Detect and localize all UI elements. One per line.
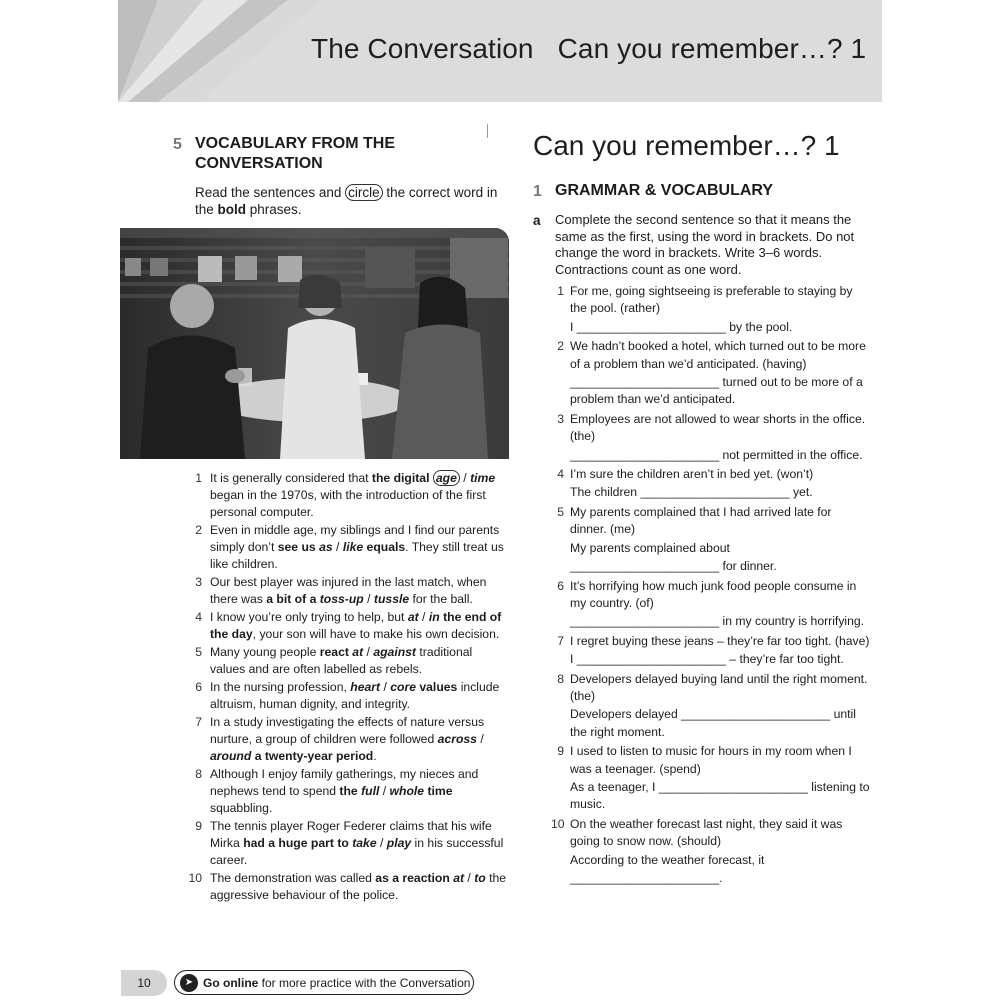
- exercise-answer-line[interactable]: ______________________.: [570, 871, 723, 885]
- item-text[interactable]: The tennis player Roger Federer claims that his wife Mirka had a huge part to take / play in his successful career.: [210, 819, 504, 867]
- vocabulary-list: [188, 470, 508, 905]
- exercise-answer-line[interactable]: According to the weather forecast, it: [570, 852, 765, 867]
- exercise-item: [551, 504, 871, 577]
- vocabulary-item: [188, 609, 508, 643]
- exercise-item: [551, 578, 871, 632]
- item-text[interactable]: Although I enjoy family gatherings, my nieces and nephews tend to spend the full / whole time squabbling.: [210, 767, 479, 815]
- exercise-answer-line[interactable]: ______________________ in my country is horrifying.: [570, 614, 865, 629]
- exercise-prompt: Developers delayed buying land until the right moment. (the): [570, 671, 868, 703]
- item-number: 5: [557, 504, 564, 519]
- instruction-text: Read the sentences and circle the correct word in the bold phrases.: [195, 185, 498, 217]
- vocabulary-item: [188, 522, 508, 573]
- section-number: 5: [173, 136, 182, 153]
- item-number: 8: [195, 767, 202, 781]
- exercise-item: [551, 283, 871, 337]
- exercise-item: [551, 411, 871, 465]
- item-text[interactable]: Even in middle age, my siblings and I find our parents simply don’t see us as / like equals. They still treat us like children.: [210, 523, 504, 571]
- item-number: 6: [195, 680, 202, 694]
- exercise-answer-line[interactable]: I ______________________ – they’re far too tight.: [570, 652, 844, 667]
- item-number: 2: [557, 339, 564, 354]
- vocabulary-item: [188, 870, 508, 904]
- exercise-answer-line[interactable]: I ______________________ by the pool.: [570, 319, 793, 334]
- go-online-link[interactable]: [174, 970, 474, 995]
- vocabulary-item: [188, 644, 508, 678]
- header-title: [311, 33, 866, 65]
- right-column-title: Can you remember…? 1: [533, 130, 840, 161]
- exercise-answer-line[interactable]: My parents complained about: [570, 540, 730, 555]
- grammar-section-title: GRAMMAR & VOCABULARY: [555, 182, 774, 199]
- exercise-prompt: My parents complained that I had arrived late for dinner. (me): [570, 504, 832, 537]
- item-number: 3: [195, 575, 202, 589]
- grammar-section-number: 1: [533, 183, 542, 200]
- exercise-answer-line[interactable]: ______________________ not permitted in the office.: [570, 447, 863, 462]
- exercise-prompt: Employees are not allowed to wear shorts in the office. (the): [570, 411, 866, 444]
- item-number: 8: [557, 671, 564, 686]
- vocabulary-item: [188, 470, 508, 521]
- item-number: 1: [195, 471, 202, 485]
- decorative-fan-graphic: [118, 0, 338, 102]
- item-number: 2: [195, 523, 202, 537]
- exercise-prompt: On the weather forecast last night, they said it was going to snow now. (should): [570, 816, 843, 849]
- go-online-text: for more practice with the Conversation: [258, 975, 471, 990]
- item-number: 7: [557, 633, 564, 648]
- page-header: [118, 0, 882, 102]
- exercise-item: [551, 743, 871, 815]
- part-instruction: Complete the second sentence so that it means the same as the first, using the word in brackets. Do not change the word in brackets. Write 3–6 words. Contractions count as one word.: [555, 212, 855, 277]
- exercise-item: [551, 466, 871, 503]
- item-number: 9: [557, 744, 564, 759]
- section-title: VOCABULARY FROM THE CONVERSATION: [195, 135, 395, 172]
- exercise-prompt: I’m sure the children aren’t in bed yet. (won’t): [570, 467, 814, 482]
- page-number: 10: [121, 970, 167, 996]
- cursor-icon: ➤: [180, 974, 198, 992]
- exercise-item: [551, 338, 871, 410]
- item-text[interactable]: In the nursing profession, heart / core values include altruism, human dignity, and integrity.: [210, 680, 500, 711]
- vocabulary-item: [188, 714, 508, 765]
- item-number: 10: [188, 871, 202, 885]
- item-number: 7: [195, 715, 202, 729]
- exercise-item: [551, 633, 871, 670]
- vocabulary-item: [188, 679, 508, 713]
- header-left-title: The Conversation: [311, 33, 534, 64]
- exercise-item: [551, 816, 871, 889]
- exercise-prompt: It’s horrifying how much junk food people consume in my country. (of): [570, 578, 857, 610]
- item-number: 10: [551, 816, 565, 831]
- item-number: 6: [557, 578, 564, 593]
- item-text[interactable]: In a study investigating the effects of nature versus nurture, a group of children were followed across / around a twenty-year period.: [210, 715, 485, 763]
- exercise-prompt: For me, going sightseeing is preferable to staying by the pool. (rather): [570, 284, 853, 316]
- item-number: 4: [557, 467, 564, 482]
- exercise-item: [551, 671, 871, 743]
- item-text[interactable]: I know you’re only trying to help, but at / in the end of the day, your son will have to make his own decision.: [210, 610, 502, 641]
- exercise-prompt: We hadn’t booked a hotel, which turned out to be more of a problem than we’d anticipated. (having): [570, 339, 866, 371]
- item-number: 1: [557, 284, 564, 298]
- part-letter: a: [533, 213, 541, 228]
- item-number: 4: [195, 610, 202, 624]
- exercise-answer-line[interactable]: ______________________ turned out to be more of a problem than we’d anticipated.: [570, 375, 863, 407]
- exercise-answer-line[interactable]: The children ______________________ yet.: [570, 485, 813, 500]
- item-number: 9: [195, 819, 202, 833]
- exercise-answer-line[interactable]: ______________________ for dinner.: [570, 559, 777, 574]
- header-right-title: Can you remember…? 1: [557, 33, 867, 64]
- vocabulary-item: [188, 766, 508, 817]
- vocabulary-item: [188, 574, 508, 608]
- item-text[interactable]: Many young people react at / against traditional values and are often labelled as rebels.: [210, 645, 473, 676]
- item-text[interactable]: The demonstration was called as a reaction at / to the aggressive behaviour of the police.: [210, 871, 507, 902]
- exercise-answer-line[interactable]: As a teenager, I ______________________ listening to music.: [570, 779, 870, 812]
- item-text[interactable]: Our best player was injured in the last match, when there was a bit of a toss-up / tussle for the ball.: [210, 575, 487, 606]
- exercise-prompt: I used to listen to music for hours in my room when I was a teenager. (spend): [570, 744, 852, 776]
- go-online-bold: Go online: [203, 975, 259, 990]
- exercise-answer-line[interactable]: Developers delayed ______________________ until the right moment.: [570, 707, 856, 739]
- vocabulary-item: [188, 818, 508, 869]
- exercise-prompt: I regret buying these jeans – they’re far too tight. (have): [570, 633, 870, 648]
- conversation-photo: [120, 228, 509, 459]
- column-divider: [487, 124, 488, 138]
- item-number: 3: [557, 411, 564, 426]
- exercise-list: [551, 283, 871, 889]
- item-number: 5: [195, 645, 202, 659]
- item-text[interactable]: It is generally considered that the digital age / time began in the 1970s, with the introduction of the first personal computer.: [210, 471, 496, 519]
